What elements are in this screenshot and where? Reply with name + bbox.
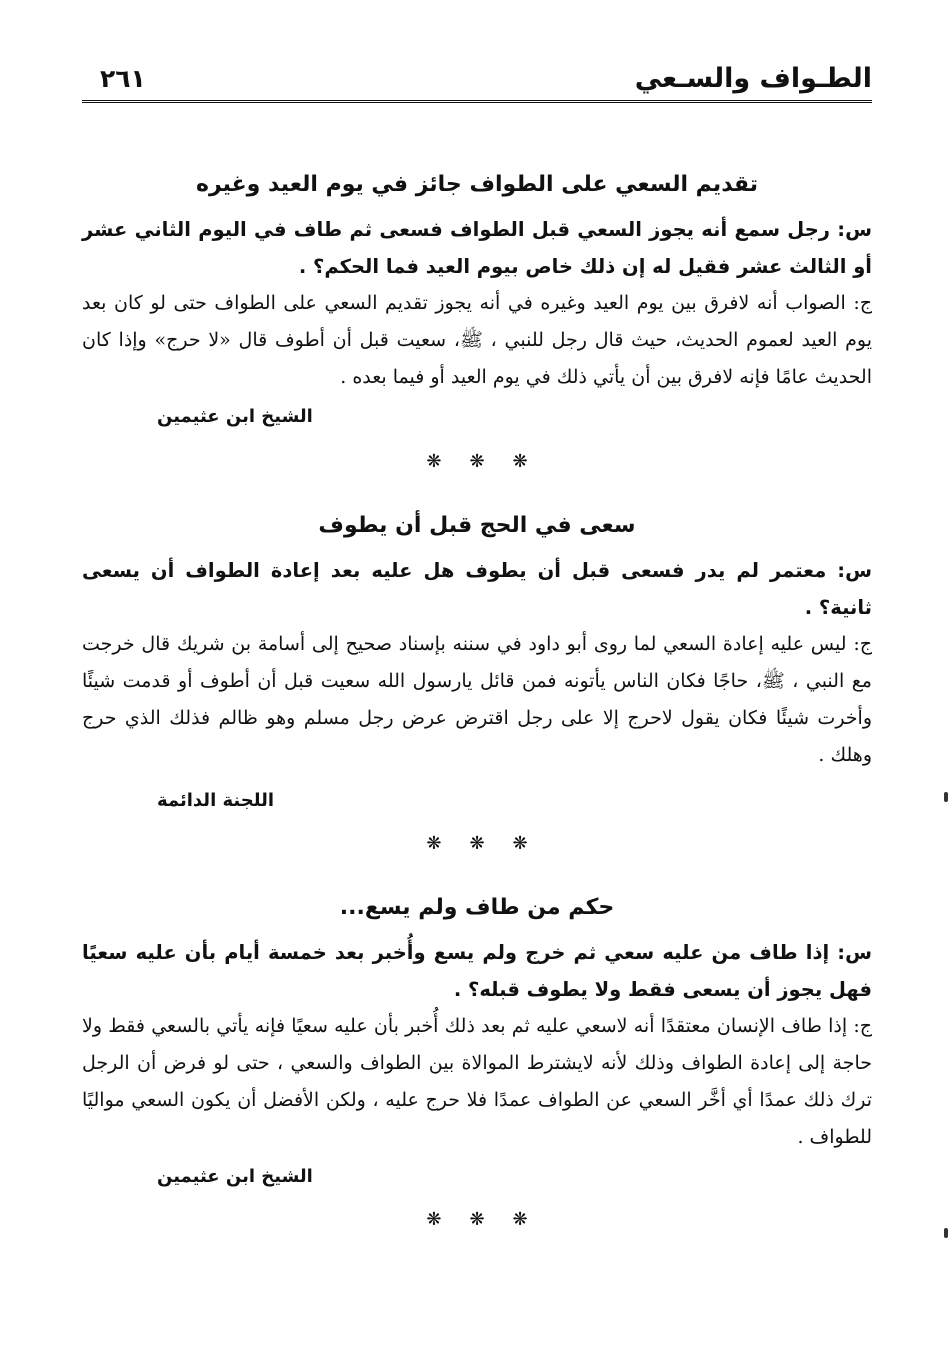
star-separator: ❋❋❋ — [426, 451, 556, 472]
question-text: س: إذا طاف من عليه سعي ثم خرج ولم يسع وأُخبر بعد خمسة أيام بأن عليه سعيًا فهل يجوز أن يسعى فقط ولا يطوف قبله؟ . — [82, 941, 872, 1001]
page — [82, 60, 872, 1232]
answer-text: ج: الصواب أنه لافرق بين يوم العيد وغيره في أنه يجوز تقديم السعي على الطواف حتى لو كان بعد يوم العيد لعموم الحديث، حيث قال رجل للنبي ، ﷺ، سعيت قبل أن أطوف قال «لا حرج» وإذا كان الحديث عامًا فإنه لافرق بين أن يأتي ذلك في يوم العيد أو فيما بعده . — [82, 292, 872, 388]
star-separator: ❋❋❋ — [426, 1209, 556, 1230]
section-title: حكم من طاف ولم يسع... — [339, 895, 615, 920]
question-text: س: معتمر لم يدر فسعى قبل أن يطوف هل عليه بعد إعادة الطواف أن يسعى ثانية؟ . — [82, 559, 872, 619]
answer-text: ج: إذا طاف الإنسان معتقدًا أنه لاسعي عليه ثم بعد ذلك أُخبر بأن عليه سعيًا فإنه يأتي بالسعي فقط ولا حاجة إلى إعادة الطواف وذلك لأنه لايشترط الموالاة بين الطواف والسعي ، حتى لو فرض أن الرجل ترك ذلك عمدًا أي أخَّر السعي عن الطواف عمدًا فلا حرج عليه ، ولكن الأفضل أن يكون السعي مواليًا للطواف . — [82, 1015, 872, 1148]
running-header — [82, 60, 872, 103]
question-text: س: رجل سمع أنه يجوز السعي قبل الطواف فسعى ثم طاف في اليوم الثاني عشر أو الثالث عشر فقيل له إن ذلك خاص بيوم العيد فما الحكم؟ . — [82, 218, 872, 278]
page-number: ٢٦١ — [100, 64, 146, 93]
scan-margin-mark — [944, 1228, 948, 1238]
signature: الشيخ ابن عثيمين — [157, 1166, 313, 1187]
section-title: سعى في الحج قبل أن يطوف — [318, 513, 636, 538]
star-separator: ❋❋❋ — [426, 833, 556, 854]
section-title: تقديم السعي على الطواف جائز في يوم العيد وغيره — [195, 172, 758, 197]
scan-margin-mark — [944, 792, 948, 802]
signature: الشيخ ابن عثيمين — [157, 406, 313, 427]
signature: اللجنة الدائمة — [157, 790, 275, 811]
answer-text: ج: ليس عليه إعادة السعي لما روى أبو داود في سننه بإسناد صحيح إلى أسامة بن شريك قال خرجت مع النبي ، ﷺ، حاجًا فكان الناس يأتونه فمن قائل يارسول الله سعيت قبل أن أطوف أو قدمت شيئًا وأخرت شيئًا فكان يقول لاحرج إلا على رجل اقترض عرض رجل مسلم وهو ظالم فذلك الذي حرج وهلك . — [82, 633, 872, 766]
running-title: الطـواف والسـعي — [634, 63, 872, 94]
